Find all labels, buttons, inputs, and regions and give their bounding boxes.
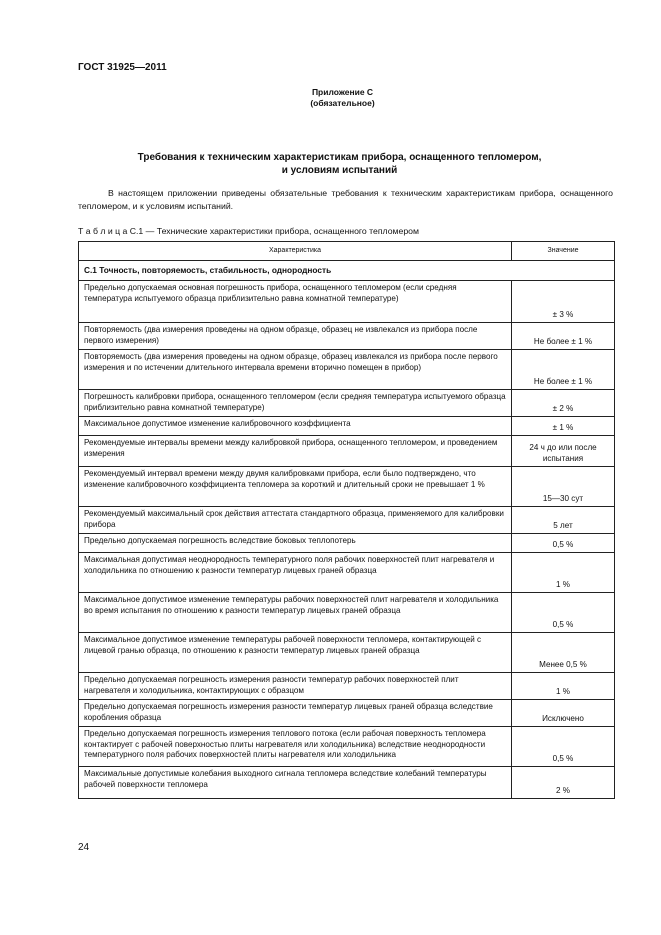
value-cell: 0,5 % [512,593,615,633]
table-row [79,281,615,323]
characteristic-cell: Повторяемость (два измерения проведены на одном образце, образец извлекался из прибора после первого измерения и по истечении длительного интервала времени вторично помещен в прибор) [79,350,512,390]
table-row [79,534,615,553]
table-row [79,673,615,700]
table-row [79,593,615,633]
characteristic-cell: Рекомендуемый интервал времени между двумя калибровками прибора, если было подтверждено, что изменение калибровочного коэффициента тепломера за короткий и длительный сроки не превышает 1 % [79,467,512,507]
table-row [79,507,615,534]
section-title-line2: и условиям испытаний [281,165,398,176]
section-title-line1: Требования к техническим характеристикам прибора, оснащенного тепломером, [137,152,542,163]
table-header-row [79,242,615,261]
characteristic-cell: Максимальное допустимое изменение температуры рабочей поверхности тепломера, контактирующей с лицевой гранью образца, по отношению к разности температур лицевых граней образца [79,633,512,673]
characteristic-cell: Максимальные допустимые колебания выходного сигнала тепломера вследствие колебаний температуры рабочей поверхности тепломера [79,767,512,799]
table-row [79,553,615,593]
characteristic-cell: Рекомендуемый максимальный срок действия аттестата стандартного образца, применяемого для калибровки прибора [79,507,512,534]
table-row [79,417,615,436]
col-header-characteristic: Характеристика [79,242,512,261]
characteristic-cell: Предельно допускаемая погрешность измерения теплового потока (если рабочая поверхность тепломера контактирует с рабочей поверхностью плиты нагревателя или холодильника) вследствие неоднородности температурного поля рабочих поверхностей плиты нагревателя или холодильника [79,727,512,767]
table-row [79,390,615,417]
characteristic-cell: Погрешность калибровки прибора, оснащенного тепломером (если средняя температура испытуемого образца приблизительно равна комнатной температуре) [79,390,512,417]
value-cell: ± 3 % [512,281,615,323]
col-header-value: Значение [512,242,615,261]
characteristic-cell: Предельно допускаемая основная погрешность прибора, оснащенного тепломером (если средняя температура испытуемого образца приблизительно равна комнатной температуре) [79,281,512,323]
value-cell: 24 ч до или после испытания [512,436,615,467]
value-cell: Исключено [512,700,615,727]
characteristic-cell: Максимальная допустимая неоднородность температурного поля рабочих поверхностей плит нагревателя и холодильника по отношению к разности температур лицевых граней образца [79,553,512,593]
table-row [79,727,615,767]
table-row [79,633,615,673]
characteristic-cell: Предельно допускаемая погрешность измерения разности температур лицевых граней образца вследствие коробления образца [79,700,512,727]
intro-paragraph: В настоящем приложении приведены обязательные требования к техническим характеристикам прибора, оснащенного тепломером, и к условиям испытаний. [78,188,613,211]
table-row [79,323,615,350]
characteristic-cell: Предельно допускаемая погрешность измерения разности температур рабочих поверхностей плит нагревателя и холодильника, контактирующих с образцом [79,673,512,700]
value-cell: 0,5 % [512,534,615,553]
table-row [79,350,615,390]
value-cell: Менее 0,5 % [512,633,615,673]
value-cell: 2 % [512,767,615,799]
spec-table [78,241,615,799]
table-row [79,436,615,467]
table-caption: Т а б л и ц а С.1 — Технические характеристики прибора, оснащенного тепломером [78,226,419,236]
value-cell: 1 % [512,673,615,700]
section-row [79,261,615,281]
table-row [79,700,615,727]
table-row [79,767,615,799]
characteristic-cell: Рекомендуемые интервалы времени между калибровкой прибора, оснащенного тепломером, и проведением измерения [79,436,512,467]
section-title [0,151,661,177]
characteristic-cell: Максимальное допустимое изменение температуры рабочих поверхностей плит нагревателя и холодильника во время испытания по отношению к разности температур лицевых граней образца [79,593,512,633]
value-cell: ± 1 % [512,417,615,436]
value-cell: 15—30 сут [512,467,615,507]
value-cell: 5 лет [512,507,615,534]
value-cell: 0,5 % [512,727,615,767]
appendix-title: Приложение С [311,87,374,97]
document-header: ГОСТ 31925—2011 [78,62,167,73]
characteristic-cell: Предельно допускаемая погрешность вследствие боковых теплопотерь [79,534,512,553]
value-cell: Не более ± 1 % [512,323,615,350]
appendix-status: (обязательное) [310,98,375,108]
characteristic-cell: Максимальное допустимое изменение калибровочного коэффициента [79,417,512,436]
table-row [79,467,615,507]
characteristic-cell: Повторяемость (два измерения проведены на одном образце, образец не извлекался из прибора после первого измерения) [79,323,512,350]
section-heading: С.1 Точность, повторяемость, стабильность, однородность [79,261,615,281]
value-cell: Не более ± 1 % [512,350,615,390]
value-cell: ± 2 % [512,390,615,417]
value-cell: 1 % [512,553,615,593]
page-number: 24 [78,842,90,853]
appendix-heading [0,87,661,109]
